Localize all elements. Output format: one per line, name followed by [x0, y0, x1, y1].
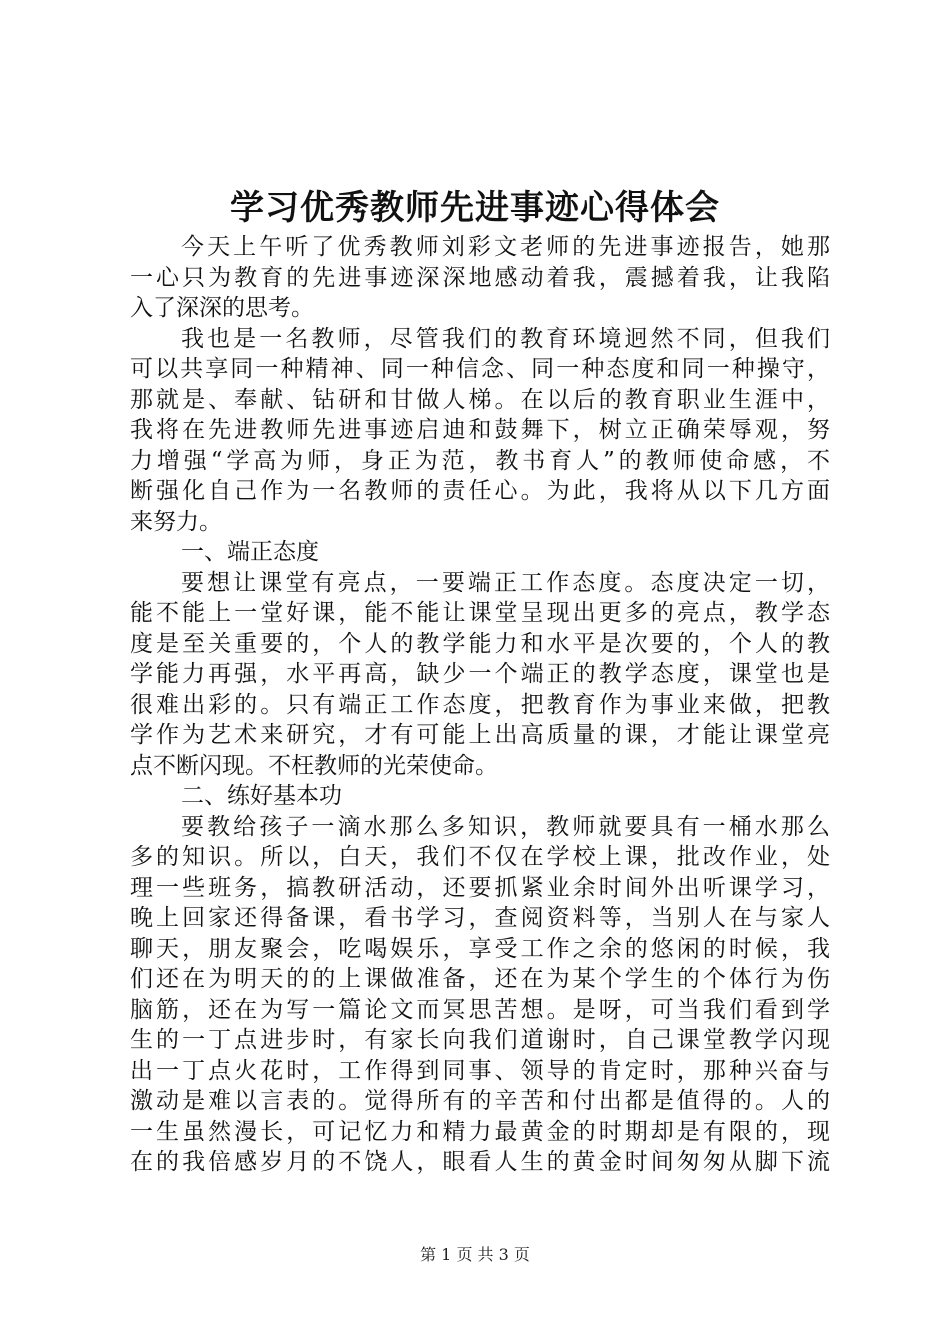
text-line: 能不能上一堂好课，能不能让课堂呈现出更多的亮点，教学态: [130, 600, 830, 626]
text-line: 多的知识。所以，白天，我们不仅在学校上课，批改作业，处: [130, 844, 830, 870]
page-footer: 第 1 页 共 3 页: [420, 1245, 530, 1264]
text-line: 要教给孩子一滴水那么多知识，教师就要具有一桶水那么: [181, 813, 830, 840]
text-line: 一生虽然漫长，可记忆力和精力最黄金的时期却是有限的，现: [130, 1118, 830, 1145]
text-line: 理一些班务，搞教研活动，还要抓紧业余时间外出听课学习，: [130, 874, 830, 901]
text-line: 那就是、奉献、钻研和甘做人梯。在以后的教育职业生涯中，: [130, 386, 830, 413]
text-line: 晚上回家还得备课，看书学习，查阅资料等，当别人在与家人: [130, 905, 830, 931]
text-line: 入了深深的思考。: [130, 295, 314, 321]
text-line: 生的一丁点进步时，有家长向我们道谢时，自己课堂教学闪现: [130, 1027, 830, 1053]
text-line: 一、端正态度: [181, 539, 319, 565]
text-line: 学能力再强，水平再高，缺少一个端正的教学态度，课堂也是: [130, 661, 830, 687]
text-line: 们还在为明天的的上课做准备，还在为某个学生的个体行为伤: [130, 966, 830, 992]
text-line: 我将在先进教师先进事迹启迪和鼓舞下，树立正确荣辱观，努: [130, 417, 830, 443]
text-line: 出一丁点火花时，工作得到同事、领导的肯定时，那种兴奋与: [130, 1057, 830, 1084]
text-line: 点不断闪现。不枉教师的光荣使命。: [130, 752, 498, 779]
text-line: 可以共享同一种精神、同一种信念、同一种态度和同一种操守，: [130, 356, 830, 382]
document-title: 学习优秀教师先进事迹心得体会: [230, 188, 720, 228]
text-line: 一心只为教育的先进事迹深深地感动着我，震撼着我，让我陷: [130, 264, 830, 291]
text-line: 脑筋，还在为写一篇论文而冥思苦想。是呀，可当我们看到学: [130, 996, 830, 1023]
text-line: 很难出彩的。只有端正工作态度，把教育作为事业来做，把教: [130, 691, 830, 718]
text-line: 激动是难以言表的。觉得所有的辛苦和付出都是值得的。人的: [130, 1088, 830, 1114]
text-line: 度是至关重要的，个人的教学能力和水平是次要的，个人的教: [130, 630, 830, 657]
text-line: 在的我倍感岁月的不饶人，眼看人生的黄金时间匆匆从脚下流: [130, 1149, 830, 1175]
text-line: 我也是一名教师，尽管我们的教育环境迥然不同，但我们: [181, 325, 830, 352]
text-line: 二、练好基本功: [181, 783, 342, 809]
text-line: 学作为艺术来研究，才有可能上出高质量的课，才能让课堂亮: [130, 722, 830, 748]
text-line: 要想让课堂有亮点，一要端正工作态度。态度决定一切，: [181, 569, 830, 596]
text-line: 聊天，朋友聚会，吃喝娱乐，享受工作之余的悠闲的时候，我: [130, 935, 830, 962]
text-line: 力增强“学高为师，身正为范，教书育人”的教师使命感，不: [130, 447, 830, 474]
text-line: 今天上午听了优秀教师刘彩文老师的先进事迹报告，她那: [181, 234, 830, 260]
text-line: 来努力。: [130, 508, 222, 535]
text-line: 断强化自己作为一名教师的责任心。为此，我将从以下几方面: [130, 478, 830, 504]
document-body: [130, 232, 830, 1178]
